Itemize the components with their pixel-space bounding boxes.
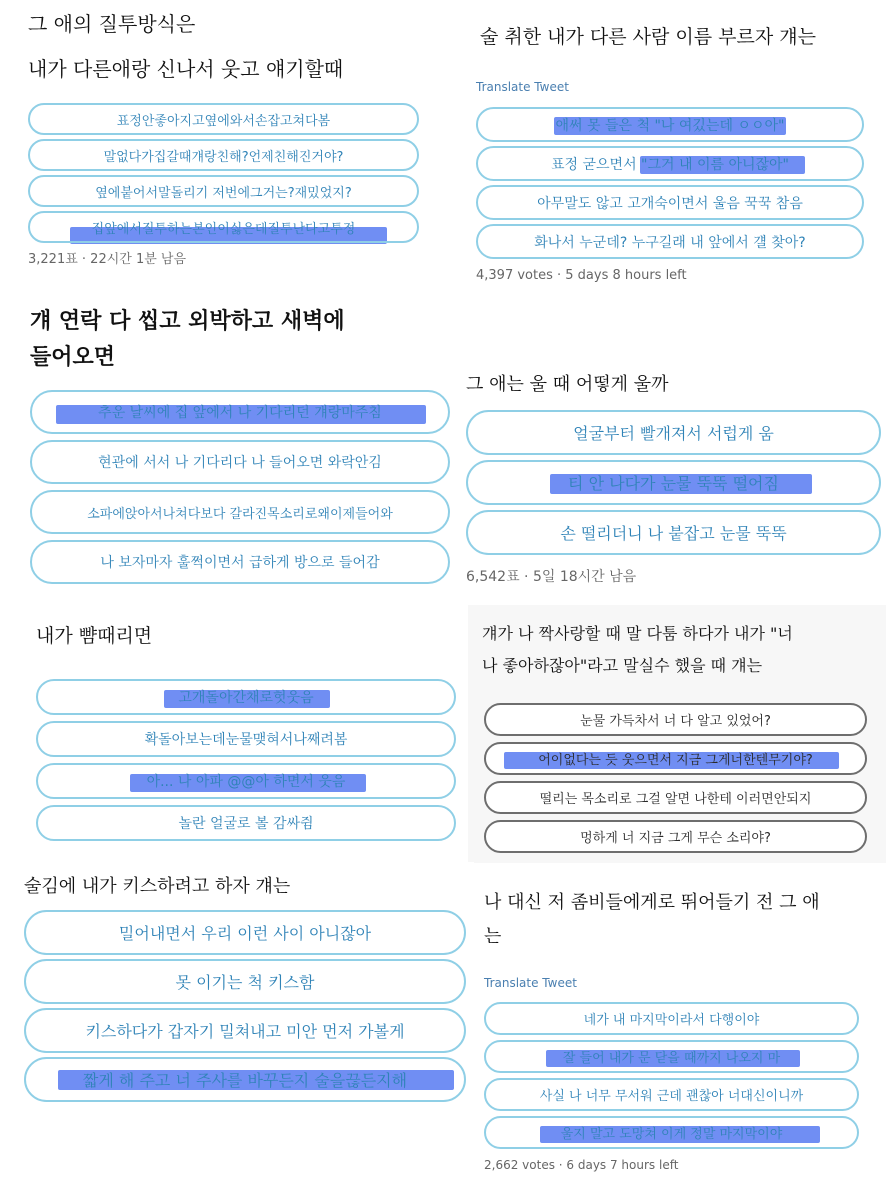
poll-option[interactable]: 애써 못 들은 척 "나 여깄는데 ㅇㅇ아" bbox=[476, 107, 864, 142]
poll-option[interactable]: 소파에앉아서나쳐다보다 갈라진목소리로왜이제들어와 bbox=[30, 490, 450, 534]
poll-panel-jealousy bbox=[0, 0, 445, 285]
translate-tweet-link[interactable]: Translate Tweet bbox=[476, 80, 569, 94]
poll-option[interactable]: 손 떨리더니 나 붙잡고 눈물 뚝뚝 bbox=[466, 510, 881, 555]
poll-question-line2: 나 좋아하잖아"라고 말실수 했을 때 걔는 bbox=[482, 656, 763, 675]
poll-vote-count: 2,662 votes · 6 days 7 hours left bbox=[484, 1158, 679, 1172]
poll-option[interactable]: 밀어내면서 우리 이런 사이 아니잖아 bbox=[24, 910, 466, 955]
poll-option[interactable]: 아무말도 않고 고개숙이면서 울음 꾹꾹 참음 bbox=[476, 185, 864, 220]
poll-option[interactable]: 집앞에서질투하는본인이싫은데질투난다고투정 bbox=[28, 211, 419, 243]
poll-question-line1: 그 애의 질투방식은 bbox=[28, 12, 196, 36]
poll-option[interactable]: 추운 날씨에 집 앞에서 나 기다리던 걔랑마주침 bbox=[30, 390, 450, 434]
poll-option[interactable]: 키스하다가 갑자기 밀쳐내고 미안 먼저 가볼게 bbox=[24, 1008, 466, 1053]
poll-option[interactable]: 짧게 해 주고 너 주사를 바꾸든지 술을끊든지해 bbox=[24, 1057, 466, 1102]
poll-panel-confession bbox=[468, 605, 886, 863]
poll-option[interactable]: 놀란 얼굴로 볼 감싸쥠 bbox=[36, 805, 456, 841]
poll-option[interactable]: 화나서 누군데? 누구길래 내 앞에서 걜 찾아? bbox=[476, 224, 864, 259]
poll-question-line2: 들어오면 bbox=[30, 345, 116, 370]
poll-option[interactable]: 떨리는 목소리로 그걸 알면 나한테 이러면안되지 bbox=[484, 781, 867, 814]
poll-question-line1: 나 대신 저 좀비들에게로 뛰어들기 전 그 애 bbox=[484, 892, 820, 913]
poll-option[interactable]: 눈물 가득차서 너 다 알고 있었어? bbox=[484, 703, 867, 736]
poll-option[interactable]: 네가 내 마지막이라서 다행이야 bbox=[484, 1002, 859, 1035]
poll-question-line1: 걔 연락 다 씹고 외박하고 새벽에 bbox=[30, 309, 345, 334]
poll-option[interactable]: 확돌아보는데눈물맺혀서나째려봄 bbox=[36, 721, 456, 757]
poll-option[interactable]: 멍하게 너 지금 그게 무슨 소리야? bbox=[484, 820, 867, 853]
poll-question-line2: 는 bbox=[484, 926, 502, 947]
poll-option[interactable]: 나 보자마자 훌쩍이면서 급하게 방으로 들어감 bbox=[30, 540, 450, 584]
poll-option[interactable]: 옆에붙어서말돌리기 저번에그거는?재밌었지? bbox=[28, 175, 419, 207]
poll-panel-zombie bbox=[474, 868, 889, 1199]
poll-vote-count: 4,397 votes · 5 days 8 hours left bbox=[476, 268, 687, 283]
poll-panel-crying bbox=[458, 360, 889, 600]
poll-question-line2: 내가 다른애랑 신나서 웃고 얘기할때 bbox=[28, 57, 344, 81]
poll-panel-drunk bbox=[458, 0, 889, 290]
translate-tweet-link[interactable]: Translate Tweet bbox=[484, 976, 577, 990]
poll-option[interactable]: 현관에 서서 나 기다리다 나 들어오면 와락안김 bbox=[30, 440, 450, 484]
poll-panel-kiss bbox=[0, 862, 474, 1199]
poll-option[interactable]: 어이없다는 듯 웃으면서 지금 그게너한텐무기야? bbox=[484, 742, 867, 775]
poll-option[interactable]: 표정 굳으면서 "그거 내 이름 아니잖아" bbox=[476, 146, 864, 181]
poll-option[interactable]: 잘 들어 내가 문 닫을 때까지 나오지 마 bbox=[484, 1040, 859, 1073]
poll-question-line1: 걔가 나 짝사랑할 때 말 다툼 하다가 내가 "너 bbox=[482, 624, 793, 643]
poll-question: 내가 뺨때리면 bbox=[36, 625, 153, 647]
poll-question: 술 취한 내가 다른 사람 이름 부르자 걔는 bbox=[480, 26, 816, 48]
poll-option[interactable]: 아... 나 아파 @@아 하면서 웃음 bbox=[36, 763, 456, 799]
poll-option[interactable]: 못 이기는 척 키스함 bbox=[24, 959, 466, 1004]
poll-panel-slap bbox=[0, 607, 470, 857]
poll-option[interactable]: 사실 나 너무 무서워 근데 괜찮아 너대신이니까 bbox=[484, 1078, 859, 1111]
poll-option[interactable]: 티 안 나다가 눈물 뚝뚝 떨어짐 bbox=[466, 460, 881, 505]
poll-option[interactable]: 말없다가집갈때걔랑친해?언제친해진거야? bbox=[28, 139, 419, 171]
poll-vote-count: 3,221표 · 22시간 1분 남음 bbox=[28, 252, 187, 267]
poll-option[interactable]: 고개돌아간채로헛웃음 bbox=[36, 679, 456, 715]
poll-question: 술김에 내가 키스하려고 하자 걔는 bbox=[24, 876, 291, 897]
poll-vote-count: 6,542표 · 5일 18시간 남음 bbox=[466, 569, 637, 585]
poll-panel-latenight bbox=[0, 292, 458, 602]
poll-question: 그 애는 울 때 어떻게 울까 bbox=[466, 374, 669, 395]
poll-option[interactable]: 얼굴부터 빨개져서 서럽게 움 bbox=[466, 410, 881, 455]
poll-option[interactable]: 표정안좋아지고옆에와서손잡고쳐다봄 bbox=[28, 103, 419, 135]
poll-option[interactable]: 울지 말고 도망쳐 이게 정말 마지막이야 bbox=[484, 1116, 859, 1149]
